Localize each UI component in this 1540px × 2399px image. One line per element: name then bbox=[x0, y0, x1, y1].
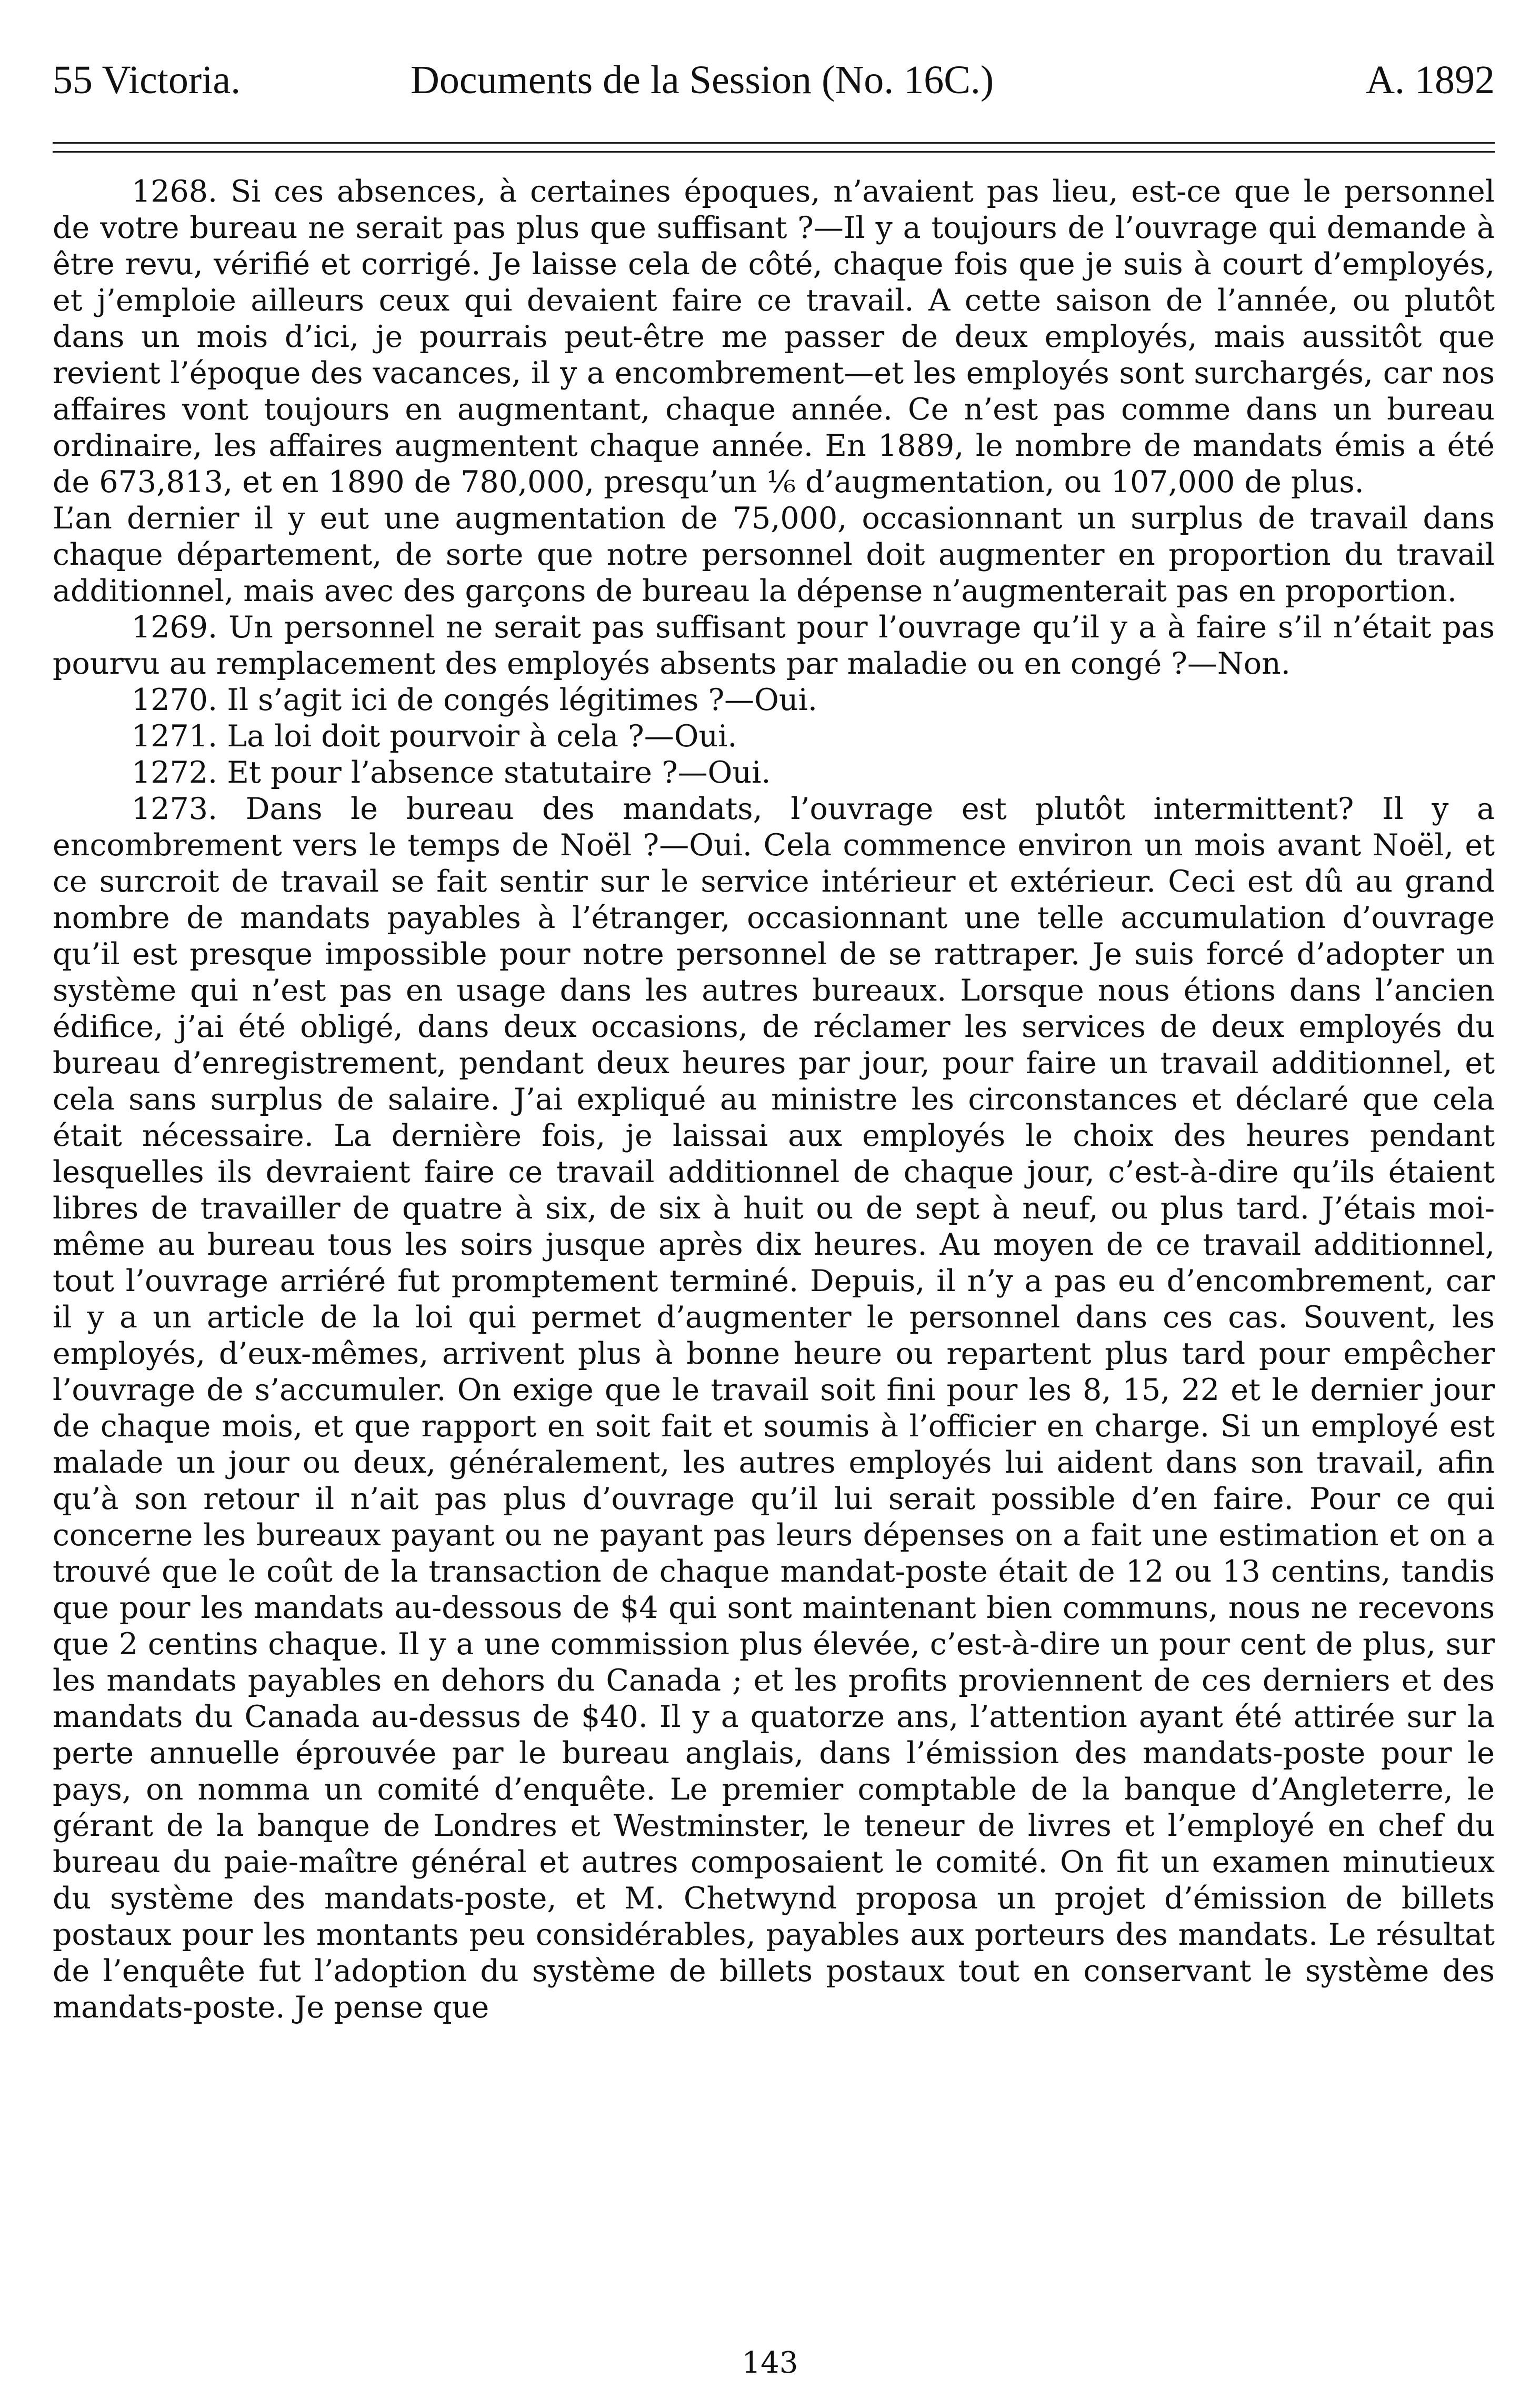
paragraph-number: 1273. bbox=[132, 792, 218, 826]
paragraph-number: 1270. bbox=[132, 683, 218, 717]
document-body bbox=[53, 174, 1495, 2026]
paragraph-1268 bbox=[53, 174, 1495, 501]
paragraph-text: Dans le bureau des mandats, l’ouvrage est plutôt intermittent? Il y a encombrement vers le temps de Noël ?—Oui. Cela commence environ un mois avant Noël, et ce surcroit de travail se fait sentir sur le service intérieur et extérieur. Ceci est dû au grand nombre de mandats payables à l’étranger, occasionnant une telle accumulation d’ouvrage qu’il est presque impossible pour notre personnel de se rattraper. Je suis forcé d’adopter un système qui n’est pas en usage dans les autres bureaux. Lorsque nous étions dans l’ancien édifice, j’ai été obligé, dans deux occasions, de réclamer les services de deux employés du bureau d’enregistrement, pendant deux heures par jour, pour faire un travail additionnel, et cela sans surplus de salaire. J’ai expliqué au ministre les circonstances et déclaré que cela était nécessaire. La dernière fois, je laissai aux employés le choix des heures pendant lesquelles ils devraient faire ce travail additionnel de chaque jour, c’est-à-dire qu’ils étaient libres de travailler de quatre à six, de six à huit ou de sept à neuf, ou plus tard. J’étais moi-même au bureau tous les soirs jusque après dix heures. Au moyen de ce travail additionnel, tout l’ouvrage arriéré fut promptement terminé. Depuis, il n’y a pas eu d’encombrement, car il y a un article de la loi qui permet d’augmenter le personnel dans ces cas. Souvent, les employés, d’eux-mêmes, arrivent plus à bonne heure ou repartent plus tard pour empêcher l’ouvrage de s’accumuler. On exige que le travail soit fini pour les 8, 15, 22 et le dernier jour de chaque mois, et que rapport en soit fait et soumis à l’officier en charge. Si un employé est malade un jour ou deux, généralement, les autres employés lui aident dans son travail, afin qu’à son retour il n’ait pas plus d’ouvrage qu’il lui serait possible d’en faire. Pour ce qui concerne les bureaux payant ou ne payant pas leurs dépenses on a fait une estimation et on a trouvé que le coût de la transaction de chaque mandat-poste était de 12 ou 13 centins, tandis que pour les mandats au-dessous de $4 qui sont maintenant bien communs, nous ne recevons que 2 centins chaque. Il y a une commission plus élevée, c’est-à-dire un pour cent de plus, sur les mandats payables en dehors du Canada ; et les profits proviennent de ces derniers et des mandats du Canada au-dessus de $40. Il y a quatorze ans, l’attention ayant été attirée sur la perte annuelle éprouvée par le bureau anglais, dans l’émission des mandats-poste pour le pays, on nomma un comité d’enquête. Le premier comptable de la banque d’Angleterre, le gérant de la banque de Londres et Westminster, le teneur de livres et l’employé en chef du bureau du paie-maître général et autres composaient le comité. On fit un examen minutieux du système des mandats-poste, et M. Chetwynd proposa un projet d’émission de billets postaux pour les montants peu considérables, payables aux porteurs des mandats. Le résultat de l’enquête fut l’adoption du système de billets postaux tout en conservant le système des mandats-poste. Je pense que bbox=[53, 792, 1495, 2025]
paragraph-number: 1272. bbox=[132, 755, 218, 790]
paragraph-text: L’an dernier il y eut une augmentation de 75,000, occasionnant un surplus de travail dans chaque département, de sorte que notre personnel doit augmenter en proportion du travail additionnel, mais avec des garçons de bureau la dépense n’augmenterait pas en proportion. bbox=[53, 501, 1495, 608]
header-document-title: Documents de la Session (No. 16C.) bbox=[411, 58, 994, 102]
paragraph-text: La loi doit pourvoir à cela ?—Oui. bbox=[227, 719, 737, 754]
header-year: A. 1892 bbox=[1366, 58, 1495, 102]
paragraph-number: 1269. bbox=[132, 610, 218, 645]
paragraph-1273 bbox=[53, 791, 1495, 2026]
paragraph-number: 1268. bbox=[132, 174, 218, 209]
paragraph-number: 1271. bbox=[132, 719, 218, 754]
paragraph-1270 bbox=[53, 682, 1495, 718]
paragraph-text: Si ces absences, à certaines époques, n’avaient pas lieu, est-ce que le personnel de votre bureau ne serait pas plus que suffisant ?—Il y a toujours de l’ouvrage qui demande à être revu, vérifié et corrigé. Je laisse cela de côté, chaque fois que je suis à court d’employés, et j’emploie ailleurs ceux qui devaient faire ce travail. A cette saison de l’année, ou plutôt dans un mois d’ici, je pourrais peut-être me passer de deux employés, mais aussitôt que revient l’époque des vacances, il y a encombrement—et les employés sont surchargés, car nos affaires vont toujours en augmentant, chaque année. Ce n’est pas comme dans un bureau ordinaire, les affaires augmentent chaque année. En 1889, le nombre de mandats émis a été de 673,813, et en 1890 de 780,000, presqu’un ⅙ d’augmentation, ou 107,000 de plus. bbox=[53, 174, 1495, 499]
paragraph-text: Un personnel ne serait pas suffisant pour l’ouvrage qu’il y a à faire s’il n’était pas pourvu au remplacement des employés absents par maladie ou en congé ?—Non. bbox=[53, 610, 1495, 681]
paragraph-continuation bbox=[53, 501, 1495, 609]
paragraph-1272 bbox=[53, 755, 1495, 791]
header-rule-bottom bbox=[53, 151, 1495, 153]
header-regnal-year: 55 Victoria. bbox=[53, 58, 241, 102]
paragraph-1269 bbox=[53, 609, 1495, 682]
running-header bbox=[53, 48, 1495, 112]
paragraph-text: Et pour l’absence statutaire ?—Oui. bbox=[227, 755, 771, 790]
paragraph-1271 bbox=[53, 718, 1495, 755]
paragraph-text: Il s’agit ici de congés légitimes ?—Oui. bbox=[227, 683, 817, 717]
page-number: 143 bbox=[742, 2346, 798, 2380]
header-rule-top bbox=[53, 142, 1495, 144]
